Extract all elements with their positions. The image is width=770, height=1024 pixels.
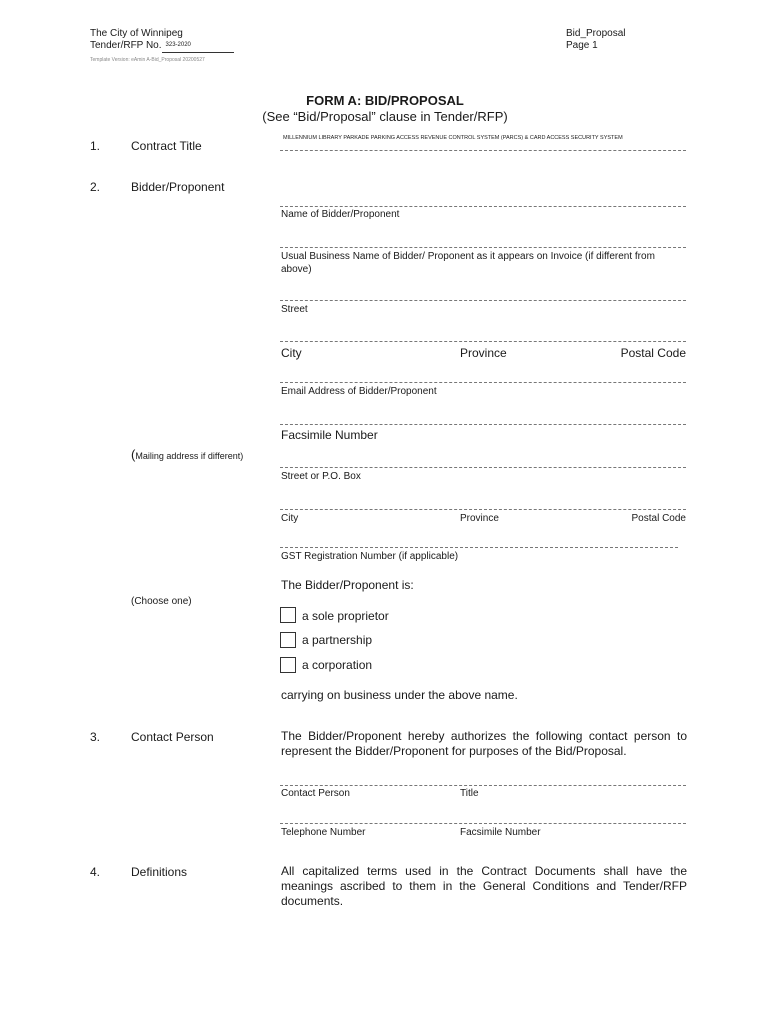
email-field[interactable] [280, 382, 686, 383]
mailing-city-label: City [281, 513, 299, 524]
carrying-on-business-text: carrying on business under the above name. [281, 688, 518, 702]
mailing-city-field[interactable] [280, 509, 686, 510]
document-name: Bid_Proposal [566, 28, 626, 39]
street-label: Street [281, 304, 308, 315]
section-1-number: 1. [90, 139, 101, 153]
contact-person-label: Contact Person [281, 788, 350, 799]
contact-title-label: Title [460, 788, 479, 799]
gst-field[interactable] [280, 547, 678, 548]
street-field[interactable] [280, 300, 686, 301]
mailing-address-heading [131, 446, 243, 464]
form-title-text: FORM A: BID/PROPOSAL [306, 93, 464, 108]
section-2-label: Bidder/Proponent [131, 180, 225, 194]
partnership-checkbox[interactable] [280, 632, 296, 648]
fax-field[interactable] [280, 424, 686, 425]
fax-label: Facsimile Number [281, 428, 378, 442]
postal-code-label: Postal Code [620, 346, 686, 360]
section-2-number: 2. [90, 180, 101, 194]
contract-title-line [280, 150, 686, 151]
form-subtitle: (See “Bid/Proposal” clause in Tender/RFP) [262, 109, 508, 124]
bidder-name-label: Name of Bidder/Proponent [281, 209, 400, 220]
mailing-paren: ( [131, 447, 136, 462]
page-number: Page 1 [566, 40, 598, 51]
province-label: Province [460, 346, 507, 360]
po-box-label: Street or P.O. Box [281, 471, 361, 482]
city-name: The City of Winnipeg [90, 28, 183, 39]
section-3-number: 3. [90, 730, 101, 744]
telephone-label: Telephone Number [281, 827, 366, 838]
section-3-label: Contact Person [131, 730, 214, 744]
form-title [0, 93, 770, 108]
contact-authorization-text: The Bidder/Proponent hereby authorizes the following contact person to represent the Bidder/Proponent for purposes of the Bid/Proposal. [281, 729, 687, 758]
contact-fax-label: Facsimile Number [460, 827, 541, 838]
sole-proprietor-label: a sole proprietor [302, 609, 389, 623]
tender-number: 323-2020 [165, 42, 191, 48]
business-name-field[interactable] [280, 247, 686, 248]
sole-proprietor-checkbox[interactable] [280, 607, 296, 623]
email-label: Email Address of Bidder/Proponent [281, 386, 437, 397]
section-1-label: Contract Title [131, 139, 202, 153]
city-label: City [281, 346, 302, 360]
corporation-label: a corporation [302, 658, 373, 672]
business-name-label: Usual Business Name of Bidder/ Proponent as it appears on Invoice (if different from above) [281, 251, 655, 275]
corporation-checkbox[interactable] [280, 657, 296, 673]
bidder-name-field[interactable] [280, 206, 686, 207]
section-4-label: Definitions [131, 865, 188, 879]
choose-one-label: (Choose one) [131, 596, 192, 607]
tender-number-line [90, 40, 234, 52]
template-version-note: Template Version: eAmin A-Bid_Proposal 20200527 [90, 57, 205, 63]
section-4-number: 4. [90, 865, 101, 879]
gst-label: GST Registration Number (if applicable) [281, 551, 459, 562]
bidder-type-heading: The Bidder/Proponent is: [281, 578, 414, 592]
po-box-field[interactable] [280, 467, 686, 468]
mailing-postal-label: Postal Code [631, 513, 686, 524]
mailing-province-label: Province [460, 513, 499, 524]
contact-title-field[interactable] [280, 785, 686, 786]
tender-prefix: Tender/RFP No. [90, 40, 162, 51]
city-province-postal-field[interactable] [280, 341, 686, 342]
definitions-text: All capitalized terms used in the Contract Documents shall have the meanings ascribed to them in the General Conditions and Tender/RFP documents. [281, 864, 687, 908]
contact-phone-fax-field[interactable] [280, 823, 686, 824]
mailing-label: Mailing address if different) [135, 451, 244, 461]
contract-title-value: MILLENNIUM LIBRARY PARKADE PARKING ACCESS REVENUE CONTROL SYSTEM (PARCS) & CARD ACCESS SECURITY SYSTEM [283, 135, 623, 141]
partnership-label: a partnership [302, 633, 373, 647]
